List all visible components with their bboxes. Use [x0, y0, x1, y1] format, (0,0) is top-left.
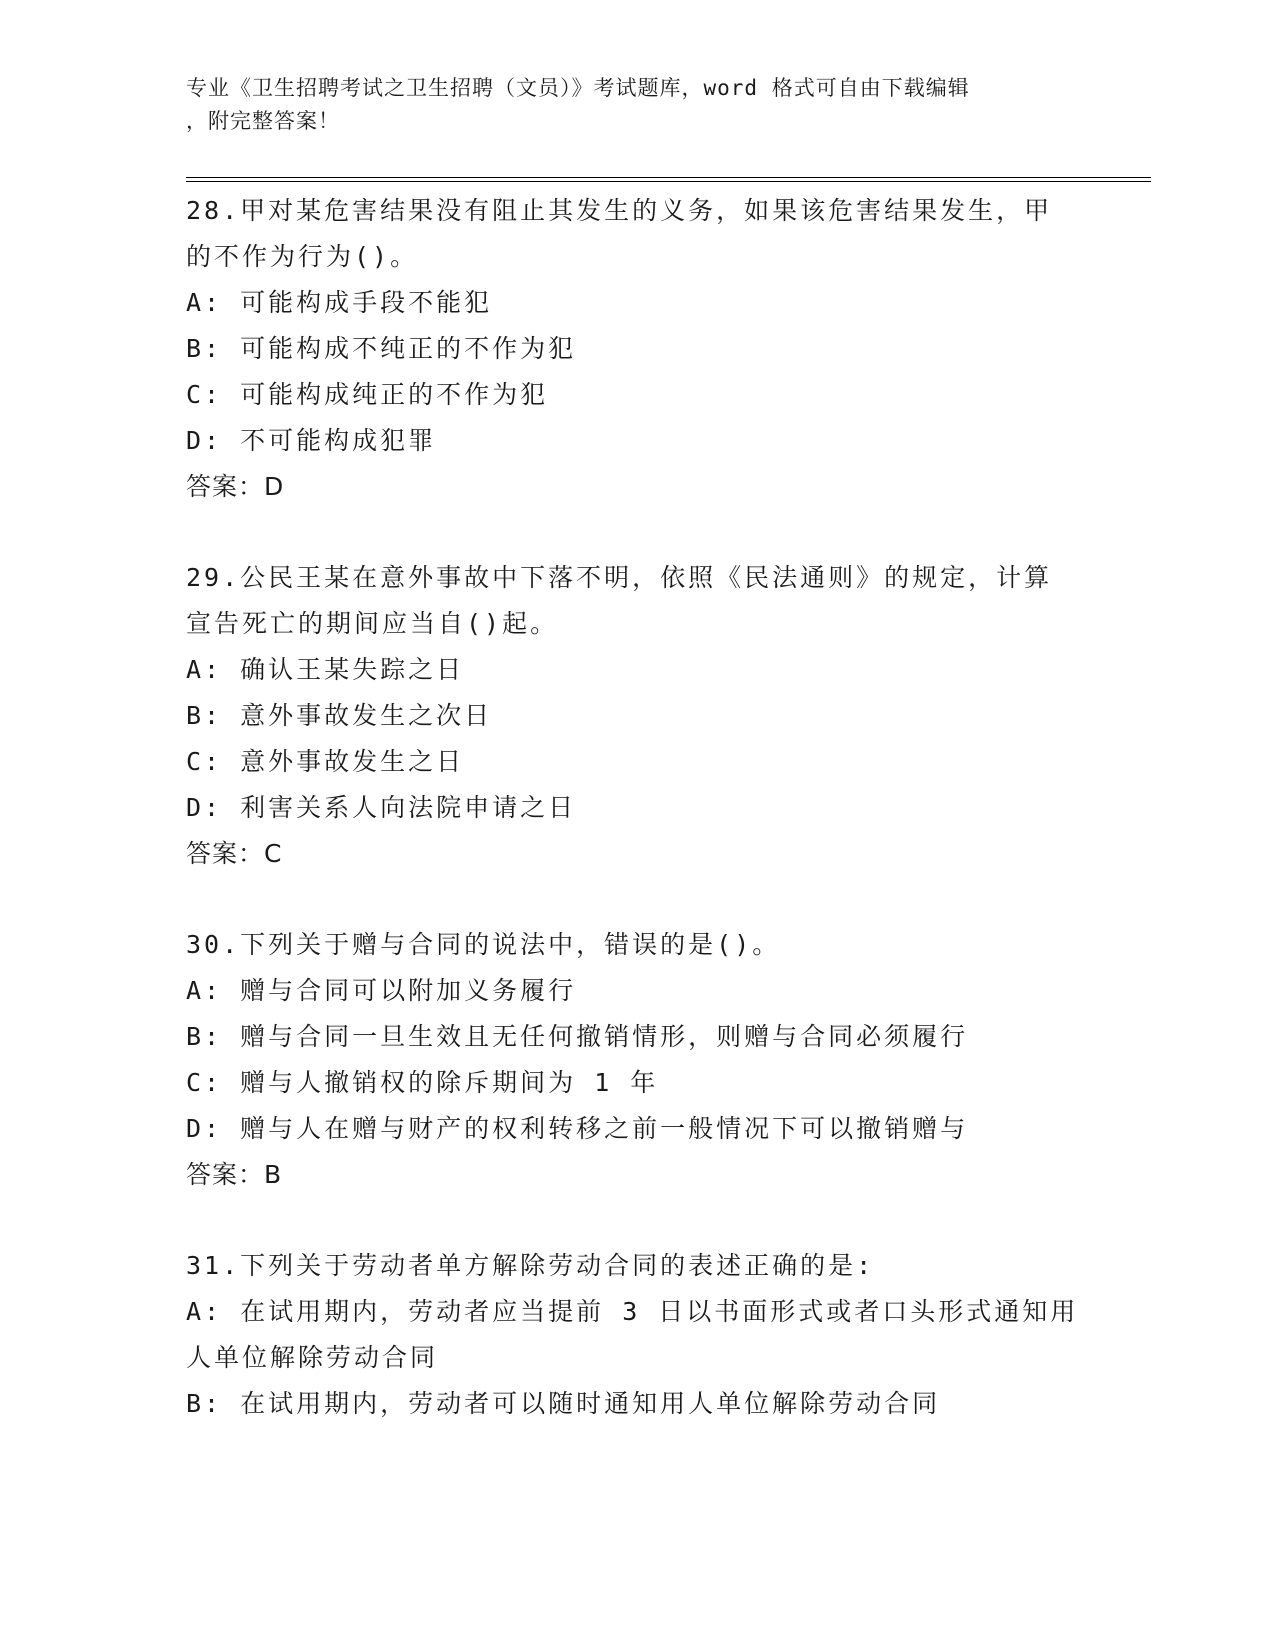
question-30	[186, 922, 1086, 1198]
question-29	[186, 555, 1086, 877]
document-header	[186, 72, 1086, 138]
question-stem: 31.下列关于劳动者单方解除劳动合同的表述正确的是:	[186, 1251, 875, 1280]
option-a: A: 赠与合同可以附加义务履行	[186, 976, 577, 1005]
option-a: A: 可能构成手段不能犯	[186, 288, 493, 317]
option-a: A: 在试用期内，劳动者应当提前 3 日以书面形式或者口头形式通知用	[186, 1297, 1079, 1326]
answer: 答案：D	[186, 472, 285, 501]
spacer	[186, 510, 1086, 555]
option-c: C: 意外事故发生之日	[186, 747, 465, 776]
option-d: D: 赠与人在赠与财产的权利转移之前一般情况下可以撤销赠与	[186, 1114, 969, 1143]
option-a-continued: 人单位解除劳动合同	[186, 1343, 439, 1372]
option-c: C: 可能构成纯正的不作为犯	[186, 380, 549, 409]
question-stem: 的不作为行为()。	[186, 242, 419, 271]
question-stem: 28.甲对某危害结果没有阻止其发生的义务，如果该危害结果发生，甲	[186, 196, 1053, 225]
option-b: B: 赠与合同一旦生效且无任何撤销情形，则赠与合同必须履行	[186, 1022, 969, 1051]
option-a: A: 确认王某失踪之日	[186, 655, 465, 684]
answer: 答案：B	[186, 1160, 283, 1189]
question-list	[186, 188, 1086, 1427]
question-stem: 宣告死亡的期间应当自()起。	[186, 609, 559, 638]
header-line-1: 专业《卫生招聘考试之卫生招聘（文员）》考试题库，word 格式可自由下载编辑	[186, 76, 970, 100]
option-c: C: 赠与人撤销权的除斥期间为 1 年	[186, 1068, 659, 1097]
option-b: B: 可能构成不纯正的不作为犯	[186, 334, 577, 363]
header-line-2: ，附完整答案！	[186, 109, 340, 133]
option-b: B: 在试用期内，劳动者可以随时通知用人单位解除劳动合同	[186, 1389, 941, 1418]
answer: 答案：C	[186, 839, 283, 868]
question-stem: 30.下列关于赠与合同的说法中，错误的是()。	[186, 930, 781, 959]
header-rule-top	[186, 177, 1151, 178]
question-stem: 29.公民王某在意外事故中下落不明，依照《民法通则》的规定，计算	[186, 563, 1053, 592]
option-d: D: 不可能构成犯罪	[186, 426, 437, 455]
question-31	[186, 1243, 1086, 1427]
spacer	[186, 1198, 1086, 1243]
option-d: D: 利害关系人向法院申请之日	[186, 793, 577, 822]
spacer	[186, 877, 1086, 922]
header-rule-bottom	[186, 181, 1151, 182]
option-b: B: 意外事故发生之次日	[186, 701, 493, 730]
question-28	[186, 188, 1086, 510]
